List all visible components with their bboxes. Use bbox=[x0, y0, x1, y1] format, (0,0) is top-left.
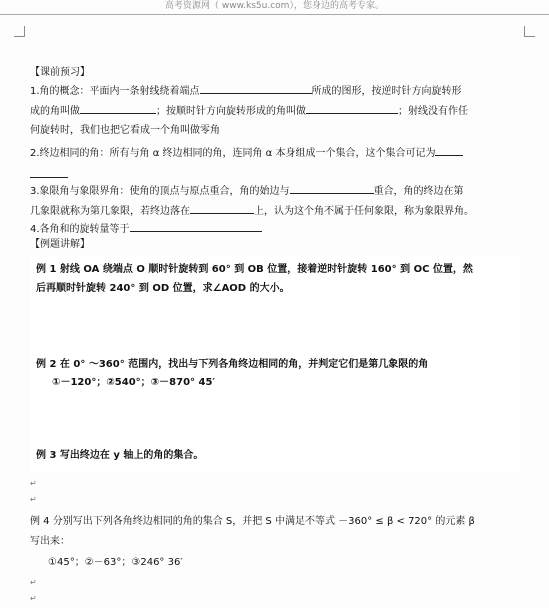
preview-line-7-text: 4.各角和的旋转量等于 bbox=[30, 224, 130, 235]
preview-line-3 bbox=[30, 124, 520, 138]
example-2-line-1: 例 2 在 0° ～360° 范围内，找出与下列各角终边相同的角，并判定它们是第几象限的角 bbox=[36, 359, 429, 370]
preview-line-2 bbox=[30, 104, 520, 119]
blank-underline bbox=[30, 168, 68, 178]
blank-underline bbox=[200, 84, 312, 94]
example-2-line-2: ①－120°；②540°；③－870° 45′ bbox=[52, 377, 216, 388]
preview-line-5 bbox=[30, 184, 520, 199]
paragraph-mark: ↵ bbox=[30, 479, 37, 488]
blank-underline bbox=[130, 222, 262, 232]
preview-line-4-continuation bbox=[30, 168, 520, 183]
preview-line-6 bbox=[30, 204, 520, 219]
crop-mark-top-right bbox=[524, 26, 535, 37]
preview-line-2-part2: ；按顺时针方向旋转形成的角叫做 bbox=[156, 106, 306, 117]
blank-underline bbox=[190, 204, 254, 214]
preview-line-1-part1: 1.角的概念：平面内一条射线绕着端点 bbox=[30, 86, 200, 97]
header-watermark: 高考资源网（ www.ks5u.com），您身边的高考专家。 bbox=[0, 0, 549, 15]
preview-line-2-part3: ；射线没有作任 bbox=[398, 106, 468, 117]
paragraph-mark: ↵ bbox=[30, 578, 37, 587]
preview-line-4 bbox=[30, 146, 520, 161]
preview-line-1-part2: 所成的图形，按逆时针方向旋转形 bbox=[311, 86, 462, 97]
preview-line-7 bbox=[30, 222, 520, 237]
preview-line-2-part1: 成的角叫做 bbox=[30, 106, 80, 117]
example-1-line-2: 后再顺时针旋转 240° 到 OD 位置，求∠AOD 的大小。 bbox=[36, 283, 290, 294]
example-3: 例 3 写出终边在 y 轴上的角的集合。 bbox=[36, 450, 204, 461]
crop-mark-top-left bbox=[14, 26, 25, 37]
preview-line-3-text: 何旋转时，我们也把它看成一个角叫做零角 bbox=[30, 125, 220, 136]
paragraph-mark: ↵ bbox=[30, 495, 37, 504]
blank-underline bbox=[435, 146, 463, 156]
preview-line-5-part1: 3.象限角与象限界角：使角的顶点与原点重合，角的始边与 bbox=[30, 186, 290, 197]
preview-line-6-part2: 上，认为这个角不属于任何象限，称为象限界角。 bbox=[254, 206, 474, 217]
paragraph-mark: ↵ bbox=[30, 594, 37, 603]
examples-box bbox=[30, 255, 520, 473]
example-1-line-1: 例 1 射线 OA 绕端点 O 顺时针旋转到 60° 到 OB 位置，接着逆时针旋转 160° 到 OC 位置，然 bbox=[36, 264, 473, 275]
examples-heading: 【例题讲解】 bbox=[30, 239, 90, 250]
blank-underline bbox=[290, 184, 374, 194]
preview-heading: 【课前预习】 bbox=[30, 67, 90, 78]
example-4-line-3: ①45°；②－63°；③246° 36′ bbox=[48, 557, 183, 568]
blank-underline bbox=[80, 104, 156, 114]
preview-line-1 bbox=[30, 84, 520, 99]
example-4-line-2: 写出来： bbox=[30, 536, 70, 547]
preview-line-5-part2: 重合，角的终边在第 bbox=[373, 186, 464, 197]
blank-underline bbox=[306, 104, 398, 114]
preview-line-4-text: 2.终边相同的角：所有与角 α 终边相同的角，连同角 α 本身组成一个集合，这个集合可记为 bbox=[30, 148, 436, 159]
example-4-line-1: 例 4 分别写出下列各角终边相同的角的集合 S，并把 S 中满足不等式 －360° ≤ β < 720° 的元素 β bbox=[30, 516, 475, 527]
preview-line-6-part1: 几象限就称为第几象限，若终边落在 bbox=[30, 206, 190, 217]
